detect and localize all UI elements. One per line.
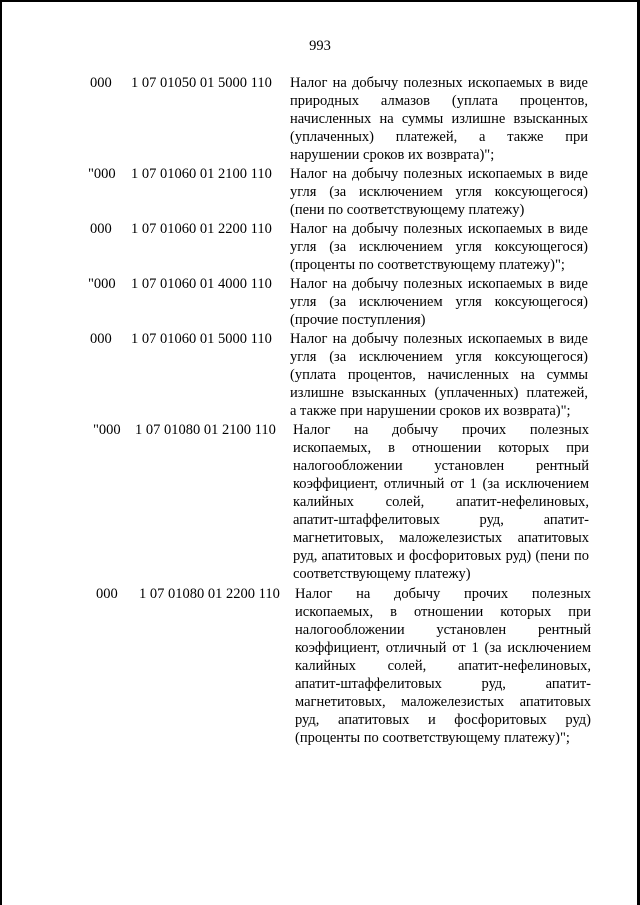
table-row xyxy=(0,220,640,274)
table-row xyxy=(0,275,640,329)
table-row xyxy=(0,585,640,747)
description-line: Налог на добычу полезных ископаемых в виде xyxy=(290,166,588,182)
description-line: апатит-штаффелитовых руд, апатит- xyxy=(295,676,591,692)
description-line: а также при нарушении сроков их возврата)"; xyxy=(290,403,571,419)
table-row xyxy=(0,421,640,583)
description-line: налогообложении установлен рентный xyxy=(295,622,591,638)
description-line: ископаемых, в отношении которых при xyxy=(295,604,591,620)
income-description xyxy=(290,220,588,274)
income-description xyxy=(290,165,588,219)
description-line: калийных солей, апатит-нефелиновых, xyxy=(295,658,591,674)
description-line: Налог на добычу полезных ископаемых в виде xyxy=(290,331,588,347)
budget-classification-code: 1 07 01080 01 2200 110 xyxy=(139,586,280,602)
income-description xyxy=(290,330,588,420)
table-row xyxy=(0,165,640,219)
scan-border-top xyxy=(0,0,640,2)
admin-code: "000 xyxy=(88,166,116,182)
description-line: природных алмазов (уплата процентов, xyxy=(290,93,588,109)
admin-code: 000 xyxy=(96,586,118,602)
description-line: коэффициент, отличный от 1 (за исключением xyxy=(293,476,589,492)
description-line: нарушении сроков их возврата)"; xyxy=(290,147,495,163)
table-row xyxy=(0,330,640,420)
budget-classification-code: 1 07 01080 01 2100 110 xyxy=(135,422,276,438)
description-line: коэффициент, отличный от 1 (за исключением xyxy=(295,640,591,656)
admin-code: 000 xyxy=(90,221,112,237)
budget-classification-code: 1 07 01050 01 5000 110 xyxy=(131,75,272,91)
description-line: (прочие поступления) xyxy=(290,312,426,328)
admin-code: "000 xyxy=(88,276,116,292)
admin-code: 000 xyxy=(90,75,112,91)
description-line: руд, апатитовых и фосфоритовых руд) (пени по xyxy=(293,548,589,564)
income-description xyxy=(293,421,589,583)
admin-code: 000 xyxy=(90,331,112,347)
description-line: (проценты по соответствующему платежу)"; xyxy=(290,257,565,273)
description-line: руд, апатитовых и фосфоритовых руд) xyxy=(295,712,591,728)
description-line: Налог на добычу прочих полезных xyxy=(295,586,591,602)
description-line: (проценты по соответствующему платежу)"; xyxy=(295,730,570,746)
budget-classification-code: 1 07 01060 01 2200 110 xyxy=(131,221,272,237)
description-line: (пени по соответствующему платежу) xyxy=(290,202,525,218)
income-description xyxy=(290,74,588,164)
page-number: 993 xyxy=(309,38,331,54)
description-line: ископаемых, в отношении которых при xyxy=(293,440,589,456)
description-line: угля (за исключением угля коксующегося) xyxy=(290,349,588,365)
description-line: соответствующему платежу) xyxy=(293,566,471,582)
description-line: угля (за исключением угля коксующегося) xyxy=(290,184,588,200)
description-line: магнетитовых, маложелезистых апатитовых xyxy=(293,530,589,546)
income-description xyxy=(290,275,588,329)
description-line: (уплаченных) платежей, а также при xyxy=(290,129,588,145)
description-line: калийных солей, апатит-нефелиновых, xyxy=(293,494,589,510)
description-line: угля (за исключением угля коксующегося) xyxy=(290,294,588,310)
description-line: начисленных на суммы излишне взысканных xyxy=(290,111,588,127)
admin-code: "000 xyxy=(93,422,121,438)
budget-classification-code: 1 07 01060 01 5000 110 xyxy=(131,331,272,347)
description-line: Налог на добычу полезных ископаемых в виде xyxy=(290,75,588,91)
description-line: Налог на добычу прочих полезных xyxy=(293,422,589,438)
description-line: апатит-штаффелитовых руд, апатит- xyxy=(293,512,589,528)
income-description xyxy=(295,585,591,747)
description-line: Налог на добычу полезных ископаемых в виде xyxy=(290,221,588,237)
description-line: магнетитовых, маложелезистых апатитовых xyxy=(295,694,591,710)
budget-classification-code: 1 07 01060 01 2100 110 xyxy=(131,166,272,182)
description-line: Налог на добычу полезных ископаемых в виде xyxy=(290,276,588,292)
budget-classification-code: 1 07 01060 01 4000 110 xyxy=(131,276,272,292)
description-line: угля (за исключением угля коксующегося) xyxy=(290,239,588,255)
budget-code-table xyxy=(0,74,640,747)
description-line: (уплата процентов, начисленных на суммы xyxy=(290,367,588,383)
description-line: налогообложении установлен рентный xyxy=(293,458,589,474)
description-line: излишне взысканных (уплаченных) платежей, xyxy=(290,385,588,401)
table-row xyxy=(0,74,640,164)
